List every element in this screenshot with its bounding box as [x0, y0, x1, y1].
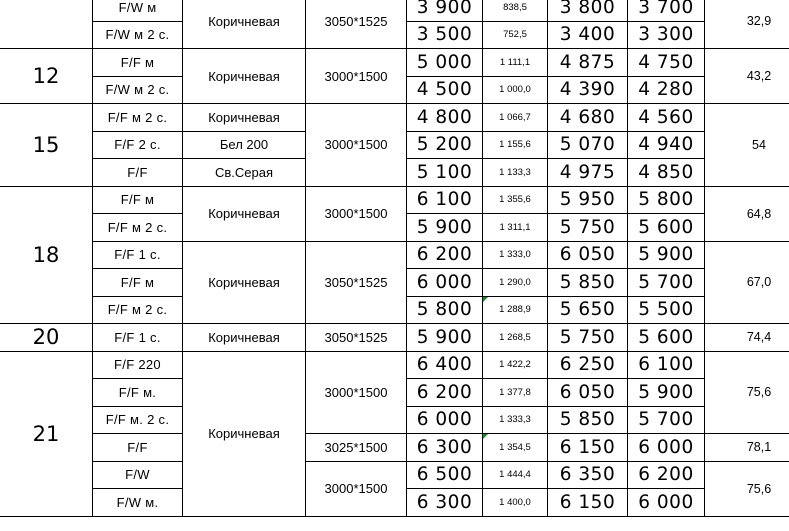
type-cell: F/F м. 2 с. — [93, 406, 183, 434]
price-cell: 5 900 — [628, 241, 705, 269]
dimension-cell: 3050*1525 — [306, 0, 407, 49]
price-cell: 4 390 — [548, 76, 628, 104]
price-cell: 4 875 — [548, 49, 628, 77]
table-row — [0, 241, 789, 269]
weight-cell: 67,0 — [705, 241, 789, 324]
weight-cell: 54 — [705, 104, 789, 187]
type-cell: F/F 1 с. — [93, 324, 183, 352]
price-cell: 5 800 — [407, 296, 483, 324]
dimension-cell: 3000*1500 — [306, 49, 407, 104]
price-cell: 5 500 — [628, 296, 705, 324]
price-per-m2-cell: 1 354,5 — [483, 434, 548, 462]
price-cell: 5 950 — [548, 186, 628, 214]
price-cell: 6 200 — [407, 379, 483, 407]
table-row — [0, 104, 789, 132]
price-cell: 6 000 — [407, 269, 483, 297]
price-cell: 3 700 — [628, 0, 705, 21]
type-cell: F/W м 2 с. — [93, 76, 183, 104]
weight-cell: 43,2 — [705, 49, 789, 104]
price-cell: 4 940 — [628, 131, 705, 159]
price-cell: 5 850 — [548, 406, 628, 434]
type-cell: F/F 2 с. — [93, 131, 183, 159]
price-cell: 3 800 — [548, 0, 628, 21]
price-cell: 4 500 — [407, 76, 483, 104]
price-per-m2-cell: 838,5 — [483, 0, 548, 21]
price-cell: 4 800 — [407, 104, 483, 132]
dimension-cell: 3000*1500 — [306, 351, 407, 434]
price-per-m2-cell: 1 333,3 — [483, 406, 548, 434]
weight-cell: 75,6 — [705, 351, 789, 434]
weight-cell: 64,8 — [705, 186, 789, 241]
type-cell: F/F 1 с. — [93, 241, 183, 269]
price-cell: 5 600 — [628, 214, 705, 242]
price-cell: 5 700 — [628, 406, 705, 434]
type-cell: F/F м — [93, 186, 183, 214]
price-cell: 6 150 — [548, 434, 628, 462]
price-cell: 5 000 — [407, 49, 483, 77]
price-per-m2-cell: 1 400,0 — [483, 489, 548, 517]
price-per-m2-cell: 1 133,3 — [483, 159, 548, 187]
dimension-cell: 3025*1500 — [306, 434, 407, 462]
color-cell: Коричневая — [183, 49, 306, 104]
price-cell: 6 400 — [407, 351, 483, 379]
color-cell: Коричневая — [183, 186, 306, 241]
color-cell: Коричневая — [183, 351, 306, 516]
price-per-m2-cell: 752,5 — [483, 21, 548, 49]
type-cell: F/F м 2 с. — [93, 214, 183, 242]
price-cell: 3 400 — [548, 21, 628, 49]
price-cell: 4 850 — [628, 159, 705, 187]
price-cell: 6 250 — [548, 351, 628, 379]
price-cell: 5 850 — [548, 269, 628, 297]
price-per-m2-cell: 1 377,8 — [483, 379, 548, 407]
type-cell: F/W м. — [93, 489, 183, 517]
type-cell: F/F м — [93, 269, 183, 297]
table-row — [0, 461, 789, 489]
weight-cell: 32,9 — [705, 0, 789, 49]
price-cell: 5 800 — [628, 186, 705, 214]
price-per-m2-cell: 1 355,6 — [483, 186, 548, 214]
type-cell: F/F — [93, 434, 183, 462]
size-cell: 12 — [0, 49, 93, 104]
color-cell: Коричневая — [183, 0, 306, 49]
size-cell: 15 — [0, 104, 93, 187]
price-cell: 5 900 — [628, 379, 705, 407]
price-cell: 6 000 — [407, 406, 483, 434]
type-cell: F/F м. — [93, 379, 183, 407]
price-cell: 4 975 — [548, 159, 628, 187]
table-row — [0, 49, 789, 77]
price-per-m2-cell: 1 290,0 — [483, 269, 548, 297]
price-cell: 5 070 — [548, 131, 628, 159]
price-cell: 5 650 — [548, 296, 628, 324]
type-cell: F/W м — [93, 0, 183, 21]
table-row — [0, 351, 789, 379]
price-cell: 6 100 — [628, 351, 705, 379]
price-cell: 3 500 — [407, 21, 483, 49]
type-cell: F/F м 2 с. — [93, 104, 183, 132]
weight-cell: 75,6 — [705, 461, 789, 516]
price-cell: 6 100 — [407, 186, 483, 214]
price-cell: 6 000 — [628, 434, 705, 462]
price-per-m2-cell: 1 311,1 — [483, 214, 548, 242]
table-row — [0, 324, 789, 352]
type-cell: F/F м 2 с. — [93, 296, 183, 324]
price-cell: 6 200 — [407, 241, 483, 269]
dimension-cell: 3050*1525 — [306, 324, 407, 352]
table-row — [0, 186, 789, 214]
type-cell: F/F 220 — [93, 351, 183, 379]
price-per-m2-cell: 1 288,9 — [483, 296, 548, 324]
type-cell: F/W м 2 с. — [93, 21, 183, 49]
price-cell: 3 300 — [628, 21, 705, 49]
price-per-m2-cell: 1 000,0 — [483, 76, 548, 104]
table-row — [0, 0, 789, 21]
color-cell: Коричневая — [183, 241, 306, 324]
price-cell: 5 900 — [407, 214, 483, 242]
size-cell — [0, 0, 93, 49]
price-cell: 5 750 — [548, 214, 628, 242]
size-cell: 20 — [0, 324, 93, 352]
size-cell: 21 — [0, 351, 93, 516]
weight-cell: 78,1 — [705, 434, 789, 462]
dimension-cell: 3000*1500 — [306, 104, 407, 187]
price-cell: 5 200 — [407, 131, 483, 159]
size-cell: 18 — [0, 186, 93, 324]
price-cell: 6 000 — [628, 489, 705, 517]
price-cell: 4 680 — [548, 104, 628, 132]
price-cell: 6 500 — [407, 461, 483, 489]
color-cell: Коричневая — [183, 104, 306, 132]
type-cell: F/W — [93, 461, 183, 489]
price-per-m2-cell: 1 422,2 — [483, 351, 548, 379]
color-cell: Коричневая — [183, 324, 306, 352]
price-cell: 6 350 — [548, 461, 628, 489]
dimension-cell: 3050*1525 — [306, 241, 407, 324]
price-per-m2-cell: 1 333,0 — [483, 241, 548, 269]
price-cell: 6 300 — [407, 434, 483, 462]
price-per-m2-cell: 1 155,6 — [483, 131, 548, 159]
color-cell: Св.Серая — [183, 159, 306, 187]
color-cell: Бел 200 — [183, 131, 306, 159]
price-cell: 6 150 — [548, 489, 628, 517]
type-cell: F/F м — [93, 49, 183, 77]
price-cell: 5 600 — [628, 324, 705, 352]
weight-cell: 74,4 — [705, 324, 789, 352]
dimension-cell: 3000*1500 — [306, 461, 407, 516]
table-row — [0, 434, 789, 462]
price-per-m2-cell: 1 268,5 — [483, 324, 548, 352]
price-cell: 5 100 — [407, 159, 483, 187]
type-cell: F/F — [93, 159, 183, 187]
price-cell: 4 280 — [628, 76, 705, 104]
price-cell: 3 900 — [407, 0, 483, 21]
price-cell: 6 300 — [407, 489, 483, 517]
price-cell: 4 750 — [628, 49, 705, 77]
price-cell: 6 050 — [548, 379, 628, 407]
price-cell: 6 050 — [548, 241, 628, 269]
dimension-cell: 3000*1500 — [306, 186, 407, 241]
price-per-m2-cell: 1 066,7 — [483, 104, 548, 132]
price-per-m2-cell: 1 444,4 — [483, 461, 548, 489]
price-cell: 5 700 — [628, 269, 705, 297]
price-per-m2-cell: 1 111,1 — [483, 49, 548, 77]
price-cell: 5 900 — [407, 324, 483, 352]
price-cell: 4 560 — [628, 104, 705, 132]
price-cell: 6 200 — [628, 461, 705, 489]
price-cell: 5 750 — [548, 324, 628, 352]
